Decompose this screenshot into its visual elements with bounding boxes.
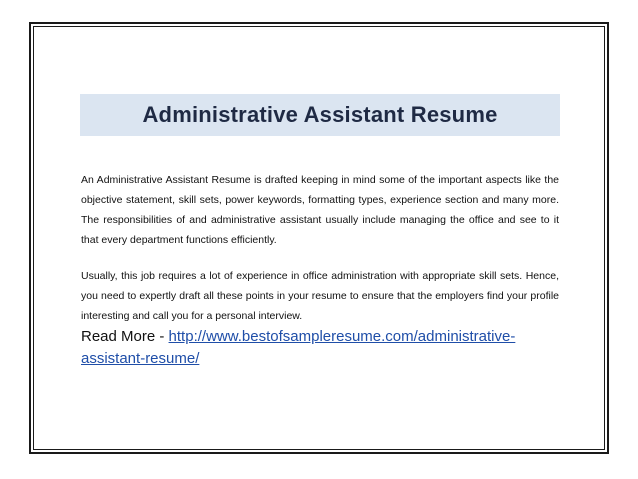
document-title: Administrative Assistant Resume	[142, 102, 498, 127]
read-more-label: Read More -	[81, 328, 169, 345]
read-more-link[interactable]: http://www.bestofsampleresume.com/administrative-assistant-resume/	[81, 328, 516, 367]
body-content	[81, 170, 559, 370]
title-band	[80, 94, 560, 136]
intro-paragraph: An Administrative Assistant Resume is drafted keeping in mind some of the important aspects like the objective statement, skill sets, power keywords, formatting types, experience section and many more. The responsibilities of and administrative assistant usually include managing the office and see to it that every department functions efficiently.	[81, 174, 559, 246]
experience-paragraph: Usually, this job requires a lot of experience in office administration with appropriate skill sets. Hence, you need to expertly draft all these points in your resume to ensure that the employers find your profile interesting and call you for a personal interview.	[81, 270, 559, 322]
read-more-line	[81, 326, 559, 370]
